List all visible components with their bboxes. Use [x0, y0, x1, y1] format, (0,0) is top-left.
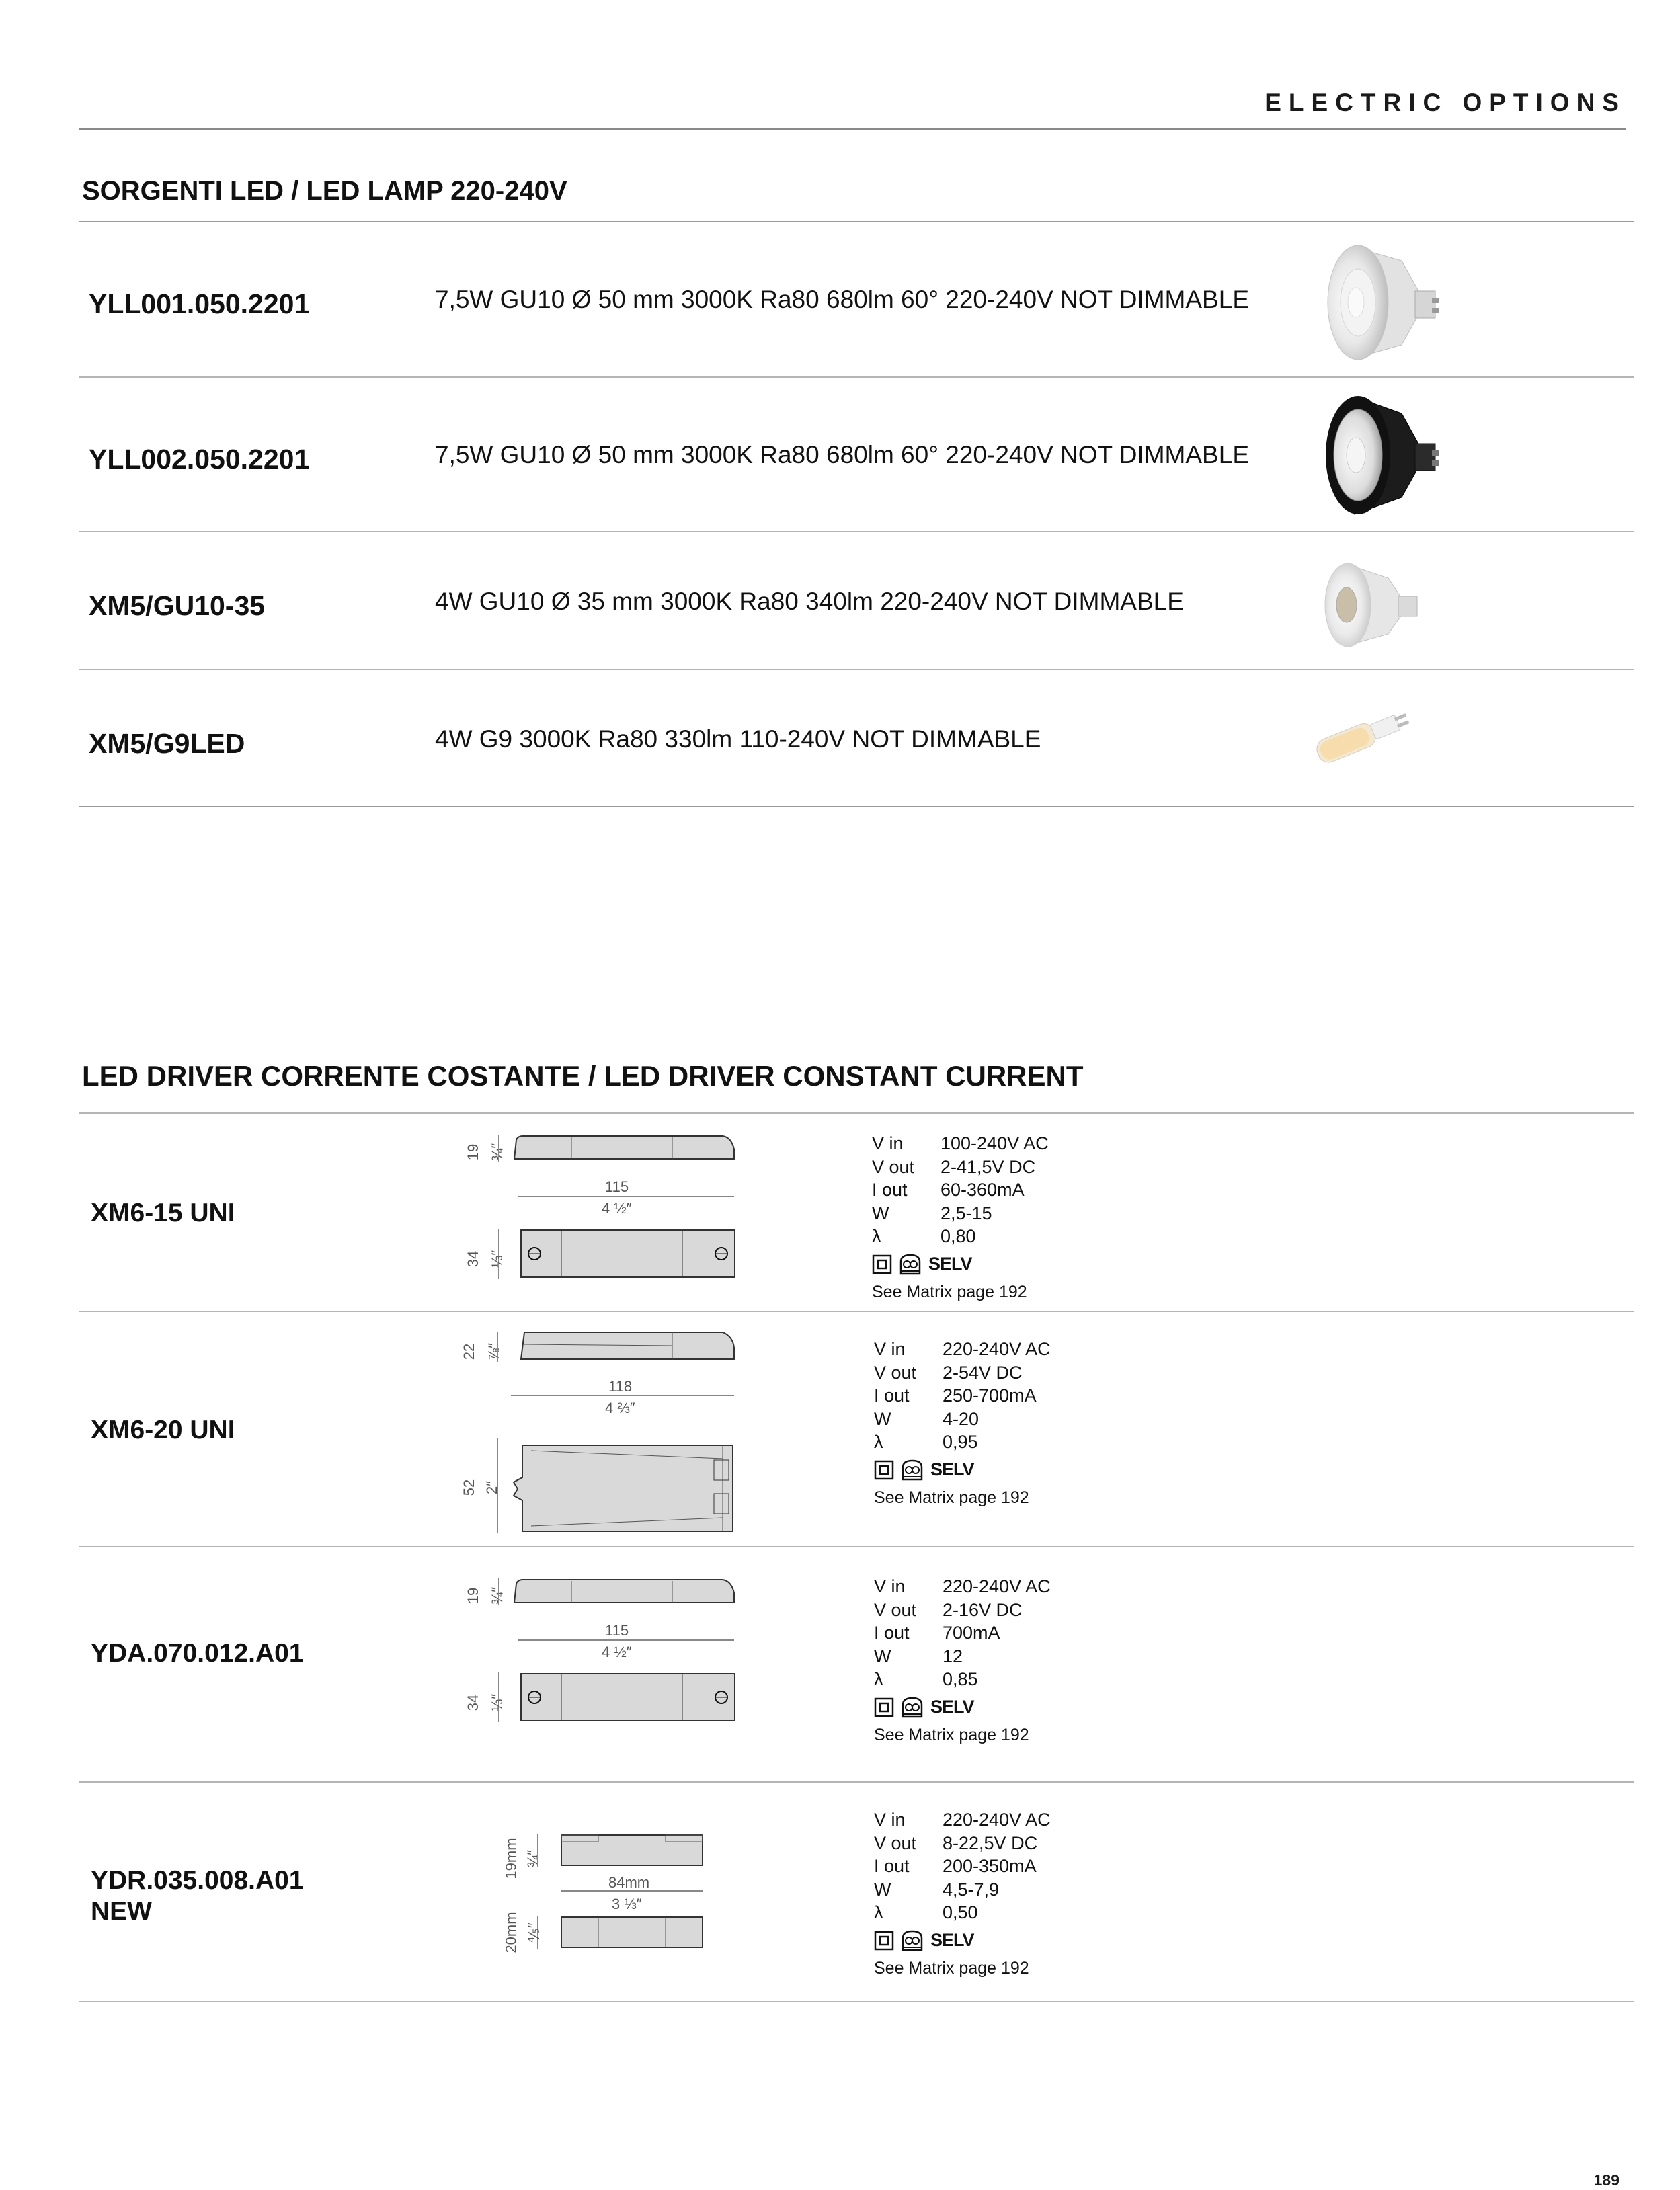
driver-code: XM6-20 UNI: [91, 1416, 235, 1445]
dim-length-mm: 115: [605, 1622, 629, 1639]
lamp-code: XM5/GU10-35: [89, 590, 266, 621]
dim-width-in: 2″: [483, 1480, 501, 1495]
spec-row: λ 0,85: [874, 1669, 978, 1689]
spec-row: V out 2-16V DC: [874, 1599, 1023, 1620]
drivers-section-title: LED DRIVER CORRENTE COSTANTE / LED DRIVER CONSTANT CURRENT: [82, 1060, 1084, 1092]
selv-label: SELV: [930, 1930, 974, 1951]
spec-row: V in 220-240V AC: [874, 1576, 1051, 1596]
header-divider: [79, 128, 1626, 130]
lamps-section-title: SORGENTI LED / LED LAMP 220-240V: [82, 176, 567, 206]
spec-row: V out 2-41,5V DC: [872, 1156, 1036, 1177]
spec-row: I out 250-700mA: [874, 1385, 1037, 1406]
spec-row: V out 2-54V DC: [874, 1362, 1023, 1383]
dim-height-mm: 19: [465, 1587, 482, 1605]
spec-row: V out 8-22,5V DC: [874, 1832, 1038, 1853]
page-number: 189: [1593, 2171, 1619, 2189]
lamp-description: 7,5W GU10 Ø 50 mm 3000K Ra80 680lm 60° 220-240V NOT DIMMABLE: [435, 441, 1249, 469]
spec-row: W 4,5-7,9: [874, 1879, 1000, 1900]
driver-spec-block: [874, 1338, 1051, 1509]
driver-code: YDA.070.012.A01: [91, 1639, 304, 1668]
spec-row: V in 100-240V AC: [872, 1133, 1049, 1153]
spec-row: W 4-20: [874, 1408, 979, 1429]
selv-label: SELV: [930, 1459, 974, 1480]
lamp-description: 4W GU10 Ø 35 mm 3000K Ra80 340lm 220-240V NOT DIMMABLE: [435, 587, 1184, 615]
dim-height-mm: 19mm: [502, 1838, 520, 1879]
lamp-code: YLL001.050.2201: [89, 288, 310, 319]
double-insulation-icon: [874, 1460, 894, 1480]
driver-spec-block: [874, 1808, 1051, 1980]
dim-length-in: 4 ½″: [602, 1200, 632, 1217]
gu10-white-lamp-image: [1308, 234, 1452, 372]
g9-capsule-lamp-image: [1294, 692, 1422, 780]
lamp-code: XM5/G9LED: [89, 728, 245, 759]
driver-spec-block: [872, 1132, 1049, 1303]
driver-spec-block: [874, 1575, 1051, 1746]
safety-transformer-icon: [901, 1930, 924, 1951]
spec-row: λ 0,95: [874, 1432, 978, 1452]
matrix-reference: See Matrix page 192: [874, 1488, 1029, 1507]
dim-width-mm: 52: [461, 1479, 478, 1496]
safety-transformer-icon: [899, 1254, 922, 1275]
double-insulation-icon: [874, 1697, 894, 1717]
dim-width-in: ⅘″: [525, 1922, 543, 1943]
dim-width-in: ⅓″: [489, 1693, 506, 1712]
dim-width-in: ⅓″: [489, 1250, 506, 1268]
lamp-divider: [79, 376, 1634, 378]
safety-transformer-icon: [901, 1459, 924, 1481]
double-insulation-icon: [874, 1931, 894, 1951]
spec-row: V in 220-240V AC: [874, 1339, 1051, 1359]
dim-width-mm: 20mm: [502, 1912, 520, 1953]
dim-height-in: ¾″: [489, 1586, 506, 1605]
dim-width-mm: 34: [465, 1694, 482, 1711]
lamps-top-divider: [79, 221, 1634, 222]
spec-row: V in 220-240V AC: [874, 1810, 1051, 1830]
driver-dimension-drawing: [497, 1815, 726, 1963]
selv-label: SELV: [930, 1697, 974, 1717]
driver-code: YDR.035.008.A01: [91, 1866, 304, 1895]
driver-code-block: [91, 1865, 304, 1927]
dim-height-in: ¾″: [489, 1143, 506, 1162]
lamp-description: 4W G9 3000K Ra80 330lm 110-240V NOT DIMMABLE: [435, 725, 1041, 753]
spec-row: W 12: [874, 1646, 963, 1666]
dim-length-mm: 84mm: [608, 1874, 650, 1891]
drivers-top-divider: [79, 1112, 1634, 1114]
spec-row: I out 700mA: [874, 1623, 1000, 1643]
spec-row: λ 0,50: [874, 1902, 978, 1922]
safety-transformer-icon: [901, 1697, 924, 1718]
matrix-reference: See Matrix page 192: [874, 1725, 1029, 1744]
driver-divider: [79, 1546, 1634, 1547]
dim-length-in: 4 ⅔″: [605, 1400, 635, 1416]
section-header-title: ELECTRIC OPTIONS: [1265, 89, 1626, 116]
dim-height-mm: 19: [465, 1143, 482, 1161]
driver-dimension-drawing: [465, 1566, 753, 1741]
driver-divider: [79, 1311, 1634, 1312]
spec-row: I out 200-350mA: [874, 1856, 1037, 1876]
lamp-divider: [79, 531, 1634, 532]
spec-row: I out 60-360mA: [872, 1180, 1025, 1200]
matrix-reference: See Matrix page 192: [874, 1958, 1029, 1978]
driver-code: XM6-15 UNI: [91, 1199, 235, 1227]
spec-row: W 2,5-15: [872, 1203, 992, 1223]
double-insulation-icon: [872, 1254, 892, 1274]
lamp-divider: [79, 669, 1634, 670]
drivers-bottom-divider: [79, 2001, 1634, 2002]
dim-height-in: ⅞″: [485, 1342, 503, 1361]
selv-label: SELV: [928, 1254, 972, 1274]
dim-length-in: 4 ½″: [602, 1644, 632, 1660]
dim-width-mm: 34: [465, 1250, 482, 1268]
driver-dimension-drawing: [465, 1123, 753, 1297]
dim-length-mm: 118: [608, 1378, 633, 1395]
dim-length-in: 3 ⅓″: [612, 1896, 642, 1912]
matrix-reference: See Matrix page 192: [872, 1282, 1027, 1301]
dim-height-mm: 22: [461, 1343, 478, 1361]
gu10-black-lamp-image: [1308, 387, 1452, 524]
lamps-bottom-divider: [79, 806, 1634, 807]
new-badge: NEW: [91, 1897, 152, 1926]
gu10-small-lamp-image: [1311, 555, 1432, 655]
dim-height-in: ¾″: [524, 1849, 542, 1868]
lamp-description: 7,5W GU10 Ø 50 mm 3000K Ra80 680lm 60° 220-240V NOT DIMMABLE: [435, 286, 1249, 313]
driver-divider: [79, 1781, 1634, 1783]
spec-row: λ 0,80: [872, 1226, 976, 1246]
lamp-code: YLL002.050.2201: [89, 444, 310, 475]
driver-dimension-drawing: [457, 1317, 753, 1539]
dim-length-mm: 115: [605, 1178, 629, 1195]
